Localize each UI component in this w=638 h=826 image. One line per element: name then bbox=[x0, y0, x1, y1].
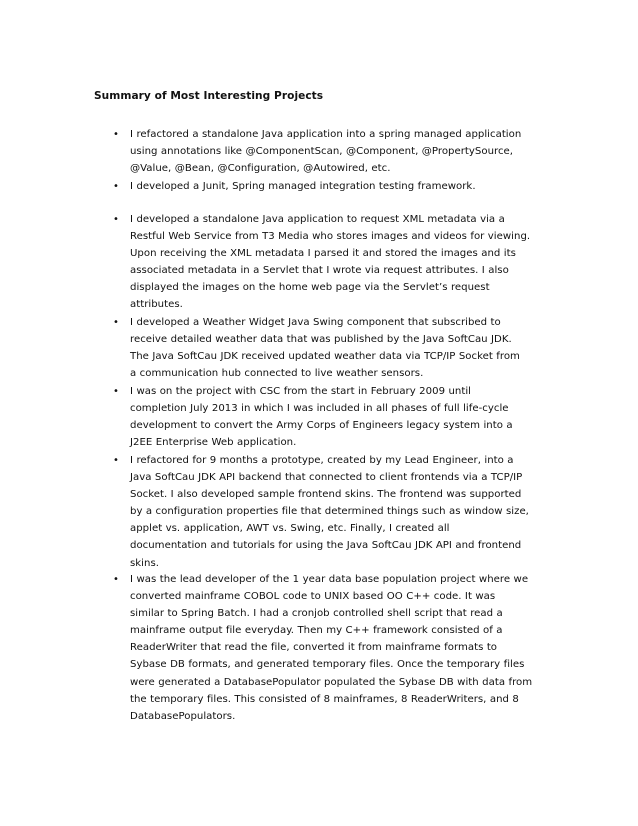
project-description bbox=[130, 211, 560, 314]
text-line: receive detailed weather data that was published by the Java SoftCau JDK. bbox=[130, 334, 512, 346]
project-description bbox=[130, 126, 560, 177]
text-line: mainframe output file everyday. Then my C++ framework consisted of a bbox=[130, 625, 503, 637]
text-line: I developed a standalone Java application to request XML metadata via a bbox=[130, 214, 505, 225]
text-line: Sybase DB formats, and generated temporary files. Once the temporary files bbox=[130, 659, 525, 671]
text-line: using annotations like @ComponentScan, @Component, @PropertySource, bbox=[130, 146, 514, 158]
text-line: skins. bbox=[130, 557, 159, 569]
text-line: Restful Web Service from T3 Media who stores images and videos for viewing. bbox=[130, 231, 531, 243]
text-line: the temporary files. This consisted of 8 mainframes, 8 ReaderWriters, and 8 bbox=[130, 693, 519, 705]
text-line: development to convert the Army Corps of Engineers legacy system into a bbox=[130, 420, 513, 432]
text-line: completion July 2013 in which I was included in all phases of full life-cycle bbox=[130, 403, 509, 415]
bullet-point: • bbox=[113, 181, 119, 192]
text-line: similar to Spring Batch. I had a cronjob controlled shell script that read a bbox=[130, 608, 503, 620]
project-description bbox=[130, 314, 560, 382]
project-description bbox=[130, 571, 560, 725]
text-line: documentation and tutorials for using the Java SoftCau JDK API and frontend bbox=[130, 540, 522, 552]
bullet-point: • bbox=[113, 386, 119, 397]
project-description bbox=[130, 452, 560, 572]
text-line: DatabasePopulators. bbox=[130, 710, 236, 722]
text-line: associated metadata in a Servlet that I wrote via request attributes. I also bbox=[130, 265, 509, 277]
bullet-point: • bbox=[113, 574, 119, 585]
text-line: The Java SoftCau JDK received updated weather data via TCP/IP Socket from bbox=[130, 351, 520, 363]
text-line: I developed a Junit, Spring managed integration testing framework. bbox=[130, 181, 476, 192]
bullet-point: • bbox=[113, 129, 119, 140]
text-line: displayed the images on the home web page via the Servlet’s request bbox=[130, 282, 490, 294]
text-line: Java SoftCau JDK API backend that connected to client frontends via a TCP/IP bbox=[130, 472, 523, 484]
text-line: @Value, @Bean, @Configuration, @Autowired, etc. bbox=[130, 163, 391, 175]
text-line: Socket. I also developed sample frontend skins. The frontend was supported bbox=[130, 489, 522, 501]
bullet-point: • bbox=[113, 317, 119, 328]
text-line: I was the lead developer of the 1 year data base population project where we bbox=[130, 574, 529, 585]
text-line: I was on the project with CSC from the start in February 2009 until bbox=[130, 386, 471, 397]
text-line: I refactored a standalone Java application into a spring managed application bbox=[130, 129, 522, 140]
text-line: were generated a DatabasePopulator populated the Sybase DB with data from bbox=[130, 676, 533, 688]
text-line: Upon receiving the XML metadata I parsed it and stored the images and its bbox=[130, 248, 516, 260]
text-line: converted mainframe COBOL code to UNIX based OO C++ code. It was bbox=[130, 591, 496, 603]
text-line: a communication hub connected to live weather sensors. bbox=[130, 368, 424, 380]
text-line: applet vs. application, AWT vs. Swing, etc. Finally, I created all bbox=[130, 523, 450, 535]
bullet-point: • bbox=[113, 455, 119, 466]
text-line: I developed a Weather Widget Java Swing component that subscribed to bbox=[130, 317, 501, 328]
text-line: attributes. bbox=[130, 299, 183, 311]
section-title: Summary of Most Interesting Projects bbox=[94, 90, 324, 102]
text-line: by a configuration properties file that determined things such as window size, bbox=[130, 506, 529, 518]
text-line: ReaderWriter that read the file, converted it from mainframe formats to bbox=[130, 642, 498, 654]
text-line: I refactored for 9 months a prototype, created by my Lead Engineer, into a bbox=[130, 455, 514, 466]
text-line: J2EE Enterprise Web application. bbox=[130, 437, 297, 449]
project-description bbox=[130, 178, 560, 195]
project-description bbox=[130, 383, 560, 451]
bullet-point: • bbox=[113, 214, 119, 225]
